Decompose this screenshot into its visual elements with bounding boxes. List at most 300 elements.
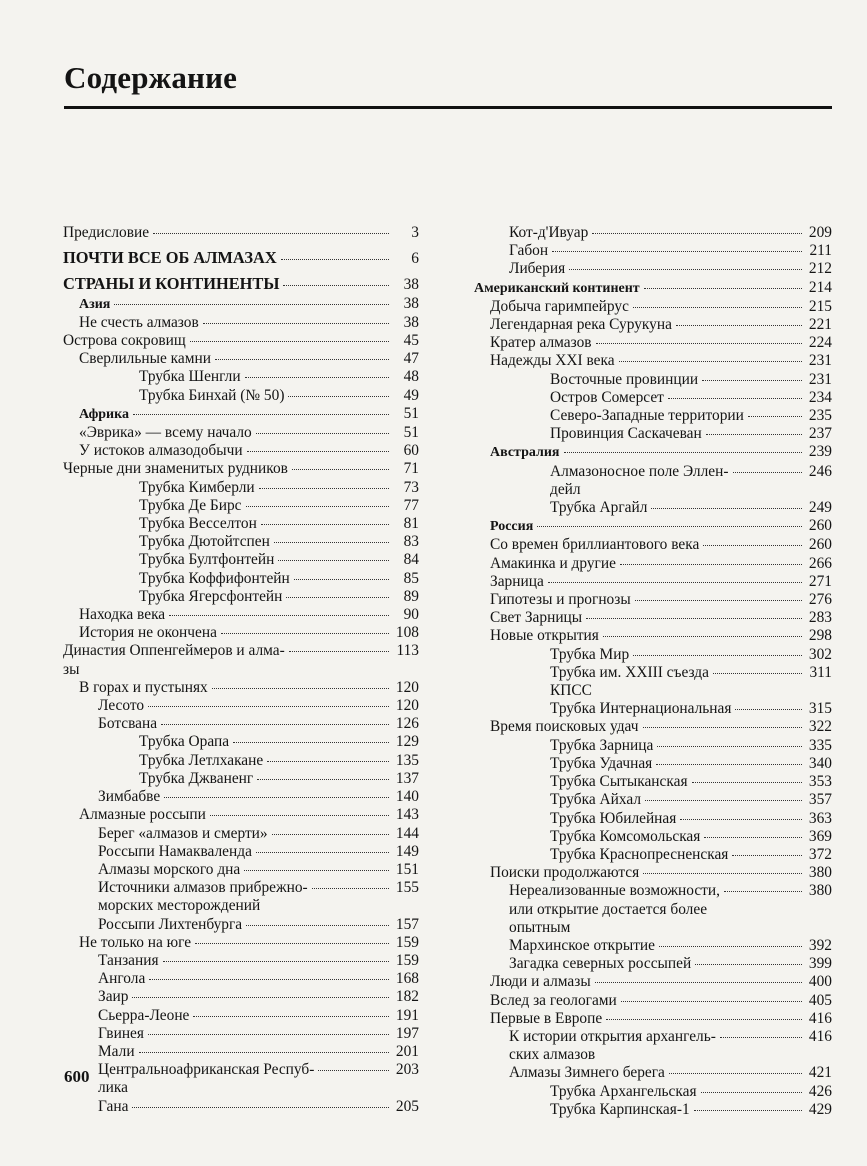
- toc-entry: [474, 810, 832, 828]
- toc-entry: [474, 646, 832, 664]
- toc-entry-page: 140: [395, 788, 419, 806]
- toc-entry-title: Трубка Комсомольская: [550, 827, 701, 845]
- toc-entry: [474, 499, 832, 517]
- toc-entry-title: Берег «алмазов и смерти»: [98, 824, 268, 842]
- toc-entry: [63, 1043, 419, 1061]
- toc-entry-page: 237: [808, 425, 832, 443]
- toc-entry-page: 209: [808, 224, 832, 241]
- toc-entry-title: Династия Оппенгеймеров и алма- зы: [63, 642, 285, 678]
- toc-entry: [63, 497, 419, 515]
- toc-entry: [63, 934, 419, 952]
- toc-entry-title: Трубка Ягерсфонтейн: [139, 587, 283, 605]
- dot-leader: [537, 526, 802, 527]
- dot-leader: [619, 361, 802, 362]
- toc-entry-title: Габон: [509, 242, 549, 260]
- toc-entry-title: Трубка Юбилейная: [550, 809, 677, 827]
- toc-entry-page: 416: [808, 1009, 832, 1027]
- toc-entry-title: Алмазные россыпи: [79, 806, 206, 824]
- toc-entry: [63, 350, 419, 368]
- toc-entry: [63, 332, 419, 350]
- toc-entry-page: 168: [395, 970, 419, 988]
- toc-entry-title: Предисловие: [63, 224, 150, 241]
- toc-entry-page: 302: [808, 645, 832, 663]
- toc-entry: [474, 425, 832, 443]
- dot-leader: [148, 1034, 389, 1035]
- toc-entry-title: Трубка Летлхакане: [139, 751, 264, 769]
- toc-entry-page: 84: [403, 551, 419, 569]
- toc-entry-page: 315: [808, 700, 832, 718]
- toc-entry-page: 51: [403, 424, 419, 442]
- toc-entry-page: 129: [395, 733, 419, 751]
- toc-entry: [63, 275, 419, 294]
- toc-entry-page: 429: [808, 1100, 832, 1118]
- toc-entry: [63, 1025, 419, 1043]
- toc-entry: [63, 551, 419, 569]
- toc-entry: [63, 533, 419, 551]
- toc-entry-page: 357: [808, 791, 832, 809]
- dot-leader: [732, 855, 802, 856]
- toc-entry-page: 45: [403, 332, 419, 350]
- toc-entry: [474, 846, 832, 864]
- toc-entry-page: 77: [403, 496, 419, 514]
- toc-entry: [474, 1064, 832, 1082]
- toc-entry: [474, 555, 832, 573]
- toc-entry-page: 266: [808, 554, 832, 572]
- dot-leader: [657, 746, 802, 747]
- toc-entry-title: Люди и алмазы: [490, 973, 591, 991]
- dot-leader: [139, 1052, 389, 1053]
- toc-entry-title: Восточные провинции: [550, 370, 699, 388]
- toc-entry-page: 90: [403, 606, 419, 624]
- dot-leader: [552, 251, 802, 252]
- toc-entry-title: Находка века: [79, 606, 166, 624]
- toc-entry-title: Свет Зарницы: [490, 609, 583, 627]
- toc-entry-title: Время поисковых удач: [490, 718, 639, 736]
- toc-entry-title: Гана: [98, 1097, 129, 1115]
- toc-entry-page: 221: [808, 316, 832, 334]
- toc-entry-page: 83: [403, 533, 419, 551]
- toc-entry-title: Трубка Аргайл: [550, 499, 648, 517]
- toc-entry: [474, 517, 832, 536]
- toc-entry-page: 126: [395, 715, 419, 733]
- toc-entry-page: 372: [808, 845, 832, 863]
- toc-entry-page: 38: [403, 313, 419, 331]
- toc-entry-title: Сьерра-Леоне: [98, 1006, 190, 1024]
- toc-entry: [474, 864, 832, 882]
- toc-entry-page: 120: [395, 678, 419, 696]
- toc-entry: [474, 700, 832, 718]
- toc-entry-page: 426: [808, 1082, 832, 1100]
- toc-entry-page: 203: [395, 1061, 419, 1079]
- toc-entry-page: 369: [808, 827, 832, 845]
- toc-entry-page: 405: [808, 991, 832, 1009]
- toc-entry: [63, 624, 419, 642]
- toc-entry: [63, 952, 419, 970]
- toc-entry-page: 311: [809, 663, 832, 681]
- toc-entry-title: Добыча гаримпейрус: [490, 297, 629, 315]
- toc-entry-page: 246: [808, 462, 832, 480]
- toc-entry-page: 85: [403, 569, 419, 587]
- toc-entry-page: 231: [808, 370, 832, 388]
- toc-entry-title: Танзания: [98, 951, 159, 969]
- toc-entry: [63, 879, 419, 915]
- toc-entry-page: 81: [403, 515, 419, 533]
- toc-entry-title: Трубка Весселтон: [139, 515, 257, 533]
- dot-leader: [668, 398, 802, 399]
- toc-entry: [63, 479, 419, 497]
- toc-entry-title: Трубка Архангельская: [550, 1082, 697, 1100]
- dot-leader: [244, 870, 389, 871]
- toc-entry-page: 149: [395, 842, 419, 860]
- toc-entry: [63, 916, 419, 934]
- toc-entry-page: 239: [808, 443, 832, 461]
- toc-entry: [474, 260, 832, 278]
- toc-entry-page: 151: [395, 860, 419, 878]
- toc-entry-title: Трубка Дютойтспен: [139, 533, 270, 551]
- toc-entry: [474, 298, 832, 316]
- dot-leader: [281, 259, 389, 260]
- toc-entry: [63, 697, 419, 715]
- toc-entry-title: Со времен бриллиантового века: [490, 536, 700, 554]
- toc-entry: [63, 733, 419, 751]
- dot-leader: [695, 964, 802, 965]
- toc-entry-title: Черные дни знаменитых рудников: [63, 460, 288, 478]
- toc-entry-page: 120: [395, 697, 419, 715]
- toc-entry-title: Новые открытия: [490, 627, 599, 645]
- dot-leader: [294, 579, 389, 580]
- toc-entry-title: Трубка Зарница: [550, 736, 654, 754]
- toc-entry-title: Трубка Де Бирс: [139, 496, 242, 514]
- toc-entry-page: 234: [808, 388, 832, 406]
- toc-entry-title: Трубка Бултфонтейн: [139, 551, 275, 569]
- dot-leader: [569, 269, 802, 270]
- dot-leader: [132, 997, 389, 998]
- toc-entry: [474, 352, 832, 370]
- toc-entry-title: Не счесть алмазов: [79, 313, 199, 331]
- dot-leader: [286, 597, 389, 598]
- toc-entry: [63, 1007, 419, 1025]
- toc-entry: [474, 591, 832, 609]
- toc-entry: [474, 463, 832, 499]
- toc-entry: [63, 442, 419, 460]
- toc-entry-page: 340: [808, 754, 832, 772]
- title-rule: [64, 106, 832, 109]
- toc-entry-page: 400: [808, 973, 832, 991]
- dot-leader: [318, 1070, 389, 1071]
- toc-entry-page: 380: [808, 882, 832, 900]
- toc-entry: [474, 737, 832, 755]
- toc-entry-page: 6: [411, 250, 419, 268]
- toc-entry: [63, 788, 419, 806]
- dot-leader: [633, 307, 802, 308]
- dot-leader: [635, 600, 802, 601]
- toc-entry: [474, 1101, 832, 1119]
- dot-leader: [288, 396, 389, 397]
- toc-entry-title: Трубка Кимберли: [139, 478, 255, 496]
- toc-entry-page: 155: [395, 879, 419, 897]
- dot-leader: [620, 564, 802, 565]
- toc-entry: [474, 992, 832, 1010]
- toc-entry-title: Ангола: [98, 970, 146, 988]
- dot-leader: [643, 873, 802, 874]
- dot-leader: [676, 325, 802, 326]
- dot-leader: [283, 285, 389, 286]
- toc-entry-page: 260: [808, 517, 832, 535]
- toc-entry: [474, 664, 832, 700]
- toc-entry-page: 191: [395, 1006, 419, 1024]
- toc-entry-page: 201: [395, 1042, 419, 1060]
- toc-entry-page: 399: [808, 955, 832, 973]
- toc-entry-page: 224: [808, 334, 832, 352]
- toc-entry-title: Алмазы Зимнего берега: [509, 1064, 665, 1082]
- toc-entry: [63, 606, 419, 624]
- toc-entry-page: 159: [395, 951, 419, 969]
- dot-leader: [278, 560, 389, 561]
- toc-column-right: [474, 224, 832, 1119]
- toc-entry-title: Трубка Шенгли: [139, 368, 241, 386]
- dot-leader: [292, 469, 389, 470]
- dot-leader: [633, 655, 802, 656]
- toc-entry-title: СТРАНЫ И КОНТИНЕНТЫ: [63, 274, 280, 294]
- toc-entry-page: 380: [808, 864, 832, 882]
- toc-entry-title: Вслед за геологами: [490, 991, 617, 1009]
- toc-column-left: [63, 224, 419, 1116]
- dot-leader: [706, 434, 802, 435]
- toc-entry: [63, 424, 419, 442]
- dot-leader: [586, 618, 802, 619]
- toc-entry-title: Нереализованные возможности, или открытие достается более опытным: [509, 882, 720, 936]
- toc-entry-title: Острова сокровищ: [63, 332, 186, 350]
- toc-entry-title: Остров Сомерсет: [550, 388, 664, 406]
- toc-entry-title: Алмазоносное поле Эллен- дейл: [550, 462, 729, 498]
- toc-entry-title: Трубка Орапа: [139, 733, 230, 751]
- toc-entry-page: 212: [808, 260, 832, 278]
- toc-entry-page: 197: [395, 1024, 419, 1042]
- toc-entry-title: Ботсвана: [98, 715, 158, 733]
- toc-entry-page: 335: [808, 736, 832, 754]
- toc-entry: [63, 806, 419, 824]
- toc-entry: [63, 387, 419, 405]
- toc-entry: [474, 536, 832, 554]
- toc-entry-page: 322: [808, 718, 832, 736]
- toc-entry-title: Легендарная река Сурукуна: [490, 316, 672, 334]
- toc-entry-title: Гвинея: [98, 1024, 144, 1042]
- dot-leader: [621, 1001, 802, 1002]
- dot-leader: [735, 709, 802, 710]
- dot-leader: [256, 852, 389, 853]
- dot-leader: [203, 323, 389, 324]
- dot-leader: [702, 380, 802, 381]
- toc-entry: [474, 279, 832, 298]
- toc-entry-page: 51: [403, 404, 419, 422]
- toc-entry-title: В горах и пустынях: [79, 678, 208, 696]
- toc-entry-page: 363: [808, 809, 832, 827]
- toc-entry: [63, 295, 419, 314]
- toc-entry-title: Трубка Коффифонтейн: [139, 569, 290, 587]
- dot-leader: [656, 764, 802, 765]
- dot-leader: [274, 542, 389, 543]
- dot-leader: [701, 1092, 802, 1093]
- toc-entry-page: 38: [403, 294, 419, 312]
- toc-entry-page: 159: [395, 933, 419, 951]
- toc-entry-title: Либерия: [509, 260, 566, 278]
- toc-entry-page: 73: [403, 478, 419, 496]
- dot-leader: [720, 1037, 802, 1038]
- toc-entry-page: 249: [808, 499, 832, 517]
- page-number: 600: [64, 1067, 90, 1086]
- toc-entry-title: Трубка Бинхай (№ 50): [139, 386, 285, 404]
- toc-entry: [474, 937, 832, 955]
- toc-entry-page: 143: [395, 806, 419, 824]
- toc-entry: [63, 1098, 419, 1116]
- toc-entry-page: 71: [403, 460, 419, 478]
- toc-entry-page: 283: [808, 609, 832, 627]
- toc-entry: [63, 970, 419, 988]
- toc-entry-title: Алмазы морского дна: [98, 860, 241, 878]
- toc-entry: [474, 755, 832, 773]
- toc-entry: [474, 407, 832, 425]
- dot-leader: [272, 834, 389, 835]
- toc-entry-title: Первые в Европе: [490, 1009, 603, 1027]
- dot-leader: [659, 946, 802, 947]
- toc-entry-title: Трубка Удачная: [550, 754, 653, 772]
- toc-entry-page: 211: [809, 242, 832, 260]
- toc-entry: [63, 861, 419, 879]
- dot-leader: [669, 1073, 802, 1074]
- toc-entry: [63, 770, 419, 788]
- dot-leader: [606, 1019, 802, 1020]
- dot-leader: [149, 979, 389, 980]
- dot-leader: [169, 615, 389, 616]
- toc-entry-page: 182: [395, 988, 419, 1006]
- toc-entry-page: 416: [808, 1027, 832, 1045]
- dot-leader: [245, 377, 389, 378]
- toc-entry: [474, 1083, 832, 1101]
- toc-entry: [63, 224, 419, 242]
- toc-entry: [63, 570, 419, 588]
- toc-entry-title: У истоков алмазодобычи: [79, 442, 243, 460]
- toc-entry-page: 113: [396, 642, 419, 660]
- dot-leader: [210, 815, 389, 816]
- toc-entry-title: Трубка Мир: [550, 645, 630, 663]
- toc-entry: [474, 389, 832, 407]
- toc-entry: [474, 791, 832, 809]
- dot-leader: [193, 1016, 389, 1017]
- toc-entry-title: Сверлильные камни: [79, 350, 211, 368]
- toc-entry-title: Кратер алмазов: [490, 334, 592, 352]
- dot-leader: [161, 724, 389, 725]
- toc-entry: [474, 718, 832, 736]
- dot-leader: [132, 1107, 389, 1108]
- toc-entry-title: Азия: [79, 296, 111, 312]
- toc-entry-page: 38: [403, 276, 419, 294]
- toc-entry-title: Не только на юге: [79, 933, 192, 951]
- toc-entry-page: 60: [403, 442, 419, 460]
- toc-entry: [474, 242, 832, 260]
- toc-entry-page: 392: [808, 936, 832, 954]
- dot-leader: [114, 304, 389, 305]
- dot-leader: [651, 508, 802, 509]
- toc-entry-page: 137: [395, 769, 419, 787]
- toc-entry-title: Северо-Западные территории: [550, 407, 744, 425]
- toc-entry-title: Трубка Айхал: [550, 791, 642, 809]
- toc-entry: [63, 368, 419, 386]
- dot-leader: [564, 452, 802, 453]
- dot-leader: [603, 636, 802, 637]
- dot-leader: [233, 742, 389, 743]
- toc-entry: [474, 609, 832, 627]
- toc-entry: [474, 334, 832, 352]
- toc-entry: [63, 515, 419, 533]
- dot-leader: [256, 433, 389, 434]
- dot-leader: [704, 837, 802, 838]
- toc-entry-page: 47: [403, 350, 419, 368]
- toc-entry-title: Зимбабве: [98, 788, 161, 806]
- toc-entry-page: 235: [808, 407, 832, 425]
- toc-entry-page: 215: [808, 297, 832, 315]
- toc-entry-title: Американский континент: [474, 280, 640, 296]
- dot-leader: [644, 288, 802, 289]
- dot-leader: [694, 1110, 802, 1111]
- toc-entry-title: Россия: [490, 519, 534, 535]
- toc-entry-title: Австралия: [490, 445, 560, 461]
- toc-entry: [474, 1010, 832, 1028]
- toc-entry-page: 135: [395, 751, 419, 769]
- toc-entry-title: Заир: [98, 988, 129, 1006]
- toc-entry-title: К истории открытия архангель- ских алмазов: [509, 1027, 716, 1064]
- dot-leader: [267, 761, 389, 762]
- dot-leader: [164, 797, 389, 798]
- toc-entry-page: 205: [395, 1097, 419, 1115]
- dot-leader: [257, 779, 389, 780]
- dot-leader: [289, 651, 389, 652]
- dot-leader: [215, 359, 389, 360]
- toc-entry: [474, 773, 832, 791]
- toc-entry: [63, 405, 419, 424]
- toc-entry-title: Трубка Интернациональная: [550, 700, 732, 718]
- dot-leader: [713, 673, 802, 674]
- dot-leader: [261, 524, 389, 525]
- toc-entry-title: История не окончена: [79, 624, 217, 642]
- dot-leader: [645, 800, 802, 801]
- toc-entry-title: Россыпи Лихтенбурга: [98, 915, 243, 933]
- toc-entry-title: Мали: [98, 1042, 135, 1060]
- dot-leader: [724, 891, 802, 892]
- toc-entry: [474, 316, 832, 334]
- toc-entry-page: 214: [808, 278, 832, 296]
- toc-entry-title: ПОЧТИ ВСЕ ОБ АЛМАЗАХ: [63, 248, 277, 268]
- toc-entry-page: 108: [395, 624, 419, 642]
- toc-entry-title: Зарница: [490, 572, 544, 590]
- dot-leader: [221, 633, 389, 634]
- toc-entry-title: Африка: [79, 406, 129, 422]
- dot-leader: [246, 925, 389, 926]
- toc-entry-page: 271: [808, 572, 832, 590]
- toc-entry: [474, 1028, 832, 1064]
- toc-entry-title: Трубка Джваненг: [139, 769, 254, 787]
- toc-entry: [474, 224, 832, 242]
- toc-entry: [474, 443, 832, 462]
- dot-leader: [148, 706, 389, 707]
- toc-entry-page: 48: [403, 368, 419, 386]
- toc-entry-title: Провинция Саскачеван: [550, 425, 702, 443]
- toc-entry: [63, 642, 419, 678]
- dot-leader: [592, 233, 802, 234]
- dot-leader: [748, 416, 802, 417]
- toc-entry: [63, 588, 419, 606]
- toc-entry: [474, 955, 832, 973]
- toc-entry-page: 3: [411, 224, 419, 241]
